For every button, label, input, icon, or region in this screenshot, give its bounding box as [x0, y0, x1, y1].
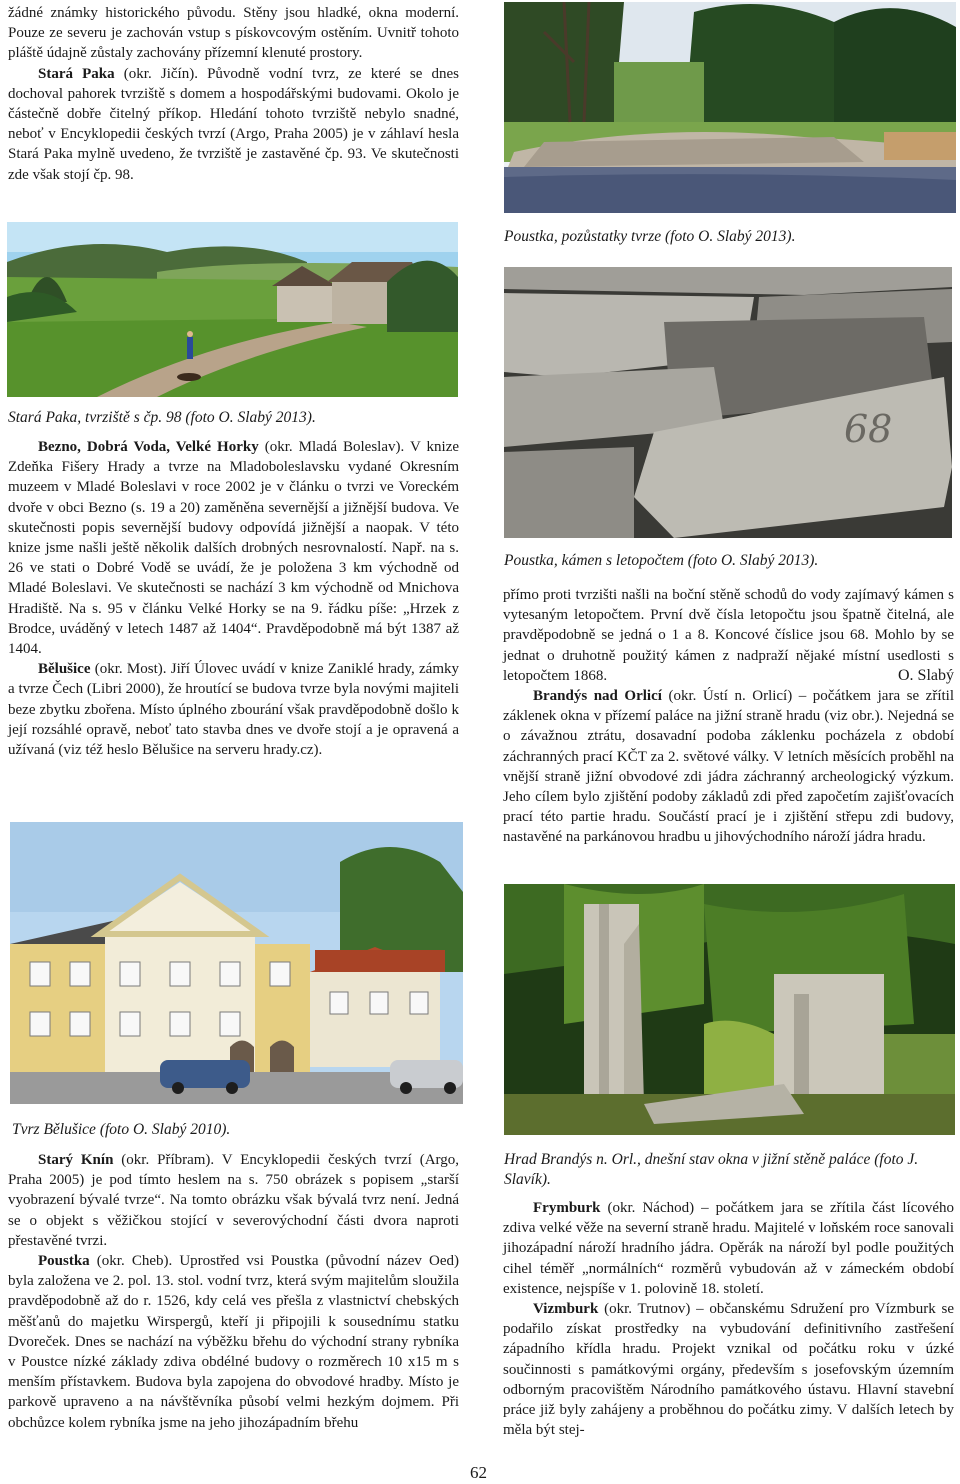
paragraph-poustka [8, 1251, 459, 1433]
heading-belusice: Bělušice [38, 661, 91, 678]
photo-belusice [10, 822, 463, 1104]
paragraph-brandys [503, 686, 954, 848]
text-poustka-cont: přímo proti tvrzišti našli na boční stěně schodů do vody zajímavý kámen s vytesaným letopočtem. První dvě čísla letopočtu jsou špatně čitelná, ale pravděpodobně se jedná o 1 a 8. Koncové číslice jsou 68. Mohlo by se jednat o druhotně použitý kámen z nadpraží nějaké místní usedlosti s letopočtem 1868. [503, 587, 954, 684]
text-block-col1-mid [8, 437, 459, 760]
heading-brandys: Brandýs nad Orlicí [533, 688, 662, 705]
signature-slaby: O. Slabý [898, 666, 954, 684]
photo-brandys [504, 884, 955, 1135]
heading-stara-paka: Stará Paka [38, 65, 115, 82]
paragraph-stara-paka [8, 64, 459, 185]
paragraph-knin [8, 1150, 459, 1251]
text-knin: (okr. Příbram). V Encyklopedii českých tvrzí (Argo, Praha 2005) je pod tímto heslem na s. 750 obrázek s popisem „starší vyobrazení bývalé tvrze“. Na tomto obrázku však bývalá tvrz není. Jedná se o objekt s věžičkou stojící v severovýchodní části dvora naproti přestavěné tvrzi. [8, 1152, 459, 1249]
text-block-col2-bottom [503, 1198, 954, 1440]
text-frymburk: (okr. Náchod) – počátkem jara se zřítila část lícového zdiva velké věže na severní straně hradu. Majitelé v loňském roce sanovali jihozápadní nároží hradního jádra. Opěrák na nároží byl podle použitých cihel téměř „normálních“ rozměrů vybudován až v zámeckém období existence, nejspíše v 1. polovině 18. století. [503, 1200, 954, 1297]
page-number: 62 [470, 1463, 487, 1482]
text-block-col2-mid [503, 585, 954, 848]
caption-belusice: Tvrz Bělušice (foto O. Slabý 2010). [12, 1121, 231, 1138]
text-block-col1-top [8, 3, 459, 185]
paragraph-continuation: žádné známky historického původu. Stěny jsou hladké, okna moderní. Pouze ze severu je zachován vstup s pískovcovým ostěním. Uvnitř tohoto pláště údajně zůstaly zachovány přízemní klenuté prostory. [8, 5, 459, 62]
heading-knin: Starý Knín [38, 1152, 114, 1168]
text-vizmburk: (okr. Trutnov) – občanskému Sdružení pro Vízmburk se podařilo získat prostředky na vybudování definitivního zastřešení západního křídla hradu. Projekt vznikal od počátku roku v úzké součinnosti s památkovými orgány, především s josefovským územním odborným pracovištěm Národního památkového ústavu. Hlavní stavební práce již byly zahájeny a proběhnou do počátku zimy. V dalších letech by měla být stej- [503, 1301, 954, 1439]
caption-stara-paka: Stará Paka, tvrziště s čp. 98 (foto O. Slabý 2013). [8, 409, 316, 426]
text-belusice: (okr. Most). Jiří Úlovec uvádí v knize Zaniklé hrady, zámky a tvrze Čech (Libri 2000), že hroutící se budova tvrze byla novými majiteli beze zbytku zbořena. Místo úplného zbourání však pravděpodobně došlo k její rozsáhlé opravě, neboť tato stavba dnes ve dvoře stojí a je opravená a užívaná (viz též heslo Bělušice na serveru hrady.cz). [8, 661, 459, 759]
caption-brandys: Hrad Brandýs n. Orl., dnešní stav okna v jižní stěně paláce (foto J. Slavík). [504, 1151, 919, 1188]
text-bezno: (okr. Mladá Boleslav). V knize Zdeňka Fišery Hrady a tvrze na Mladoboleslavsku vydané Okresním muzeem v Mladé Boleslavi v roce 2002 je v článku o tvrzi ve Voreckém dvoře v obci Bezno (s. 19 a 20) zaměněna severnější a jižnější budova. Ve skutečnosti popis severnější budovy odpovídá jižnější a naopak. V této knize jsme našli ještě několik dalších drobných nesrovnalostí. Např. na s. 26 ve stati o Dobré Vodě se uvádí, že je položena 3 km východně od Mladé Boleslavi. Ve skutečnosti se nachází 3 km východně od Mnichova Hradiště. Na s. 95 v článku Velké Horky se na 9. řádku píše: „Hrzek z Brodce, uváděný v letech 1487 až 1404“. Pravděpodobně má být 1387 až 1404. [8, 439, 460, 658]
photo-poustka-stone [504, 267, 952, 538]
paragraph-frymburk [503, 1198, 954, 1299]
photo-stara-paka [7, 222, 458, 397]
paragraph-poustka-cont [503, 585, 954, 686]
text-poustka: (okr. Cheb). Uprostřed vsi Poustka (původní název Oed) byla založena ve 2. pol. 13. stol. vodní tvrz, která svým majitelům sloužila pravděpodobně až do r. 1526, kdy celá ves přešla z vlastnictví chebských měšťanů do majetku Wirspergů, kteří ji připojili k sousednímu statku Dvoreček. Dnes se nachází na výběžku břehu do východní strany rybníka v Poustce nízké základy zdiva obdélné budovy o rozměrech 10 x15 m s menším přístavkem. Budova byla zapojena do obvodové hradby. Místo je parkově upraveno a na návštěvníka působí velmi hezkým dojmem. Při obchůzce kolem rybníka jsme na jeho jihozápadním břehu [8, 1253, 459, 1431]
heading-poustka: Poustka [38, 1253, 90, 1270]
svg-text:68: 68 [844, 407, 893, 451]
heading-frymburk: Frymburk [533, 1200, 601, 1216]
paragraph-bezno [8, 437, 459, 659]
caption-poustka-pond: Poustka, pozůstatky tvrze (foto O. Slabý 2013). [504, 228, 796, 245]
paragraph-belusice [8, 659, 459, 760]
photo-poustka-pond [504, 2, 956, 213]
heading-vizmburk: Vizmburk [533, 1301, 599, 1318]
text-brandys: (okr. Ústí n. Orlicí) – počátkem jara se zřítil záklenek okna v přízemí paláce na jižní straně hradu (viz obr.). Nejedná se o závažnou ztrátu, dosavadní podoba záklenku pocházela z období záchranných prací KČT za 2. světové války. V letních měsících proběhl na vnější straně jižní obvodové zdi jádra záchranný archeologický výzkum. Jeho cílem bylo zjištění podoby základů zdi před započetím zajišťovacích prací této partie hradu. Součástí prací je i zjištění střepu zdi budovy, nastavěné na parkánovou hradbu u jihovýchodního nároží jádra hradu. [503, 688, 954, 846]
heading-bezno: Bezno, Dobrá Voda, Velké Horky [38, 439, 259, 455]
text-block-col1-bottom [8, 1150, 459, 1433]
text-stara-paka: (okr. Jičín). Původně vodní tvrz, ze které se dnes dochoval pahorek tvrziště s domem a hospodářskými budovami. Okolo je částečně dobře čitelný příkop. Hledání tohoto tvrziště nebylo snadné, neboť v Encyklopedii českých tvrzí (Argo, Praha 2005) je v záhlaví hesla Stará Paka mylně uvedeno, že tvrziště je zastavěné čp. 93. Ve skutečnosti zde však stojí čp. 98. [8, 65, 460, 183]
caption-poustka-stone: Poustka, kámen s letopočtem (foto O. Slabý 2013). [504, 552, 819, 569]
paragraph-vizmburk [503, 1299, 954, 1440]
